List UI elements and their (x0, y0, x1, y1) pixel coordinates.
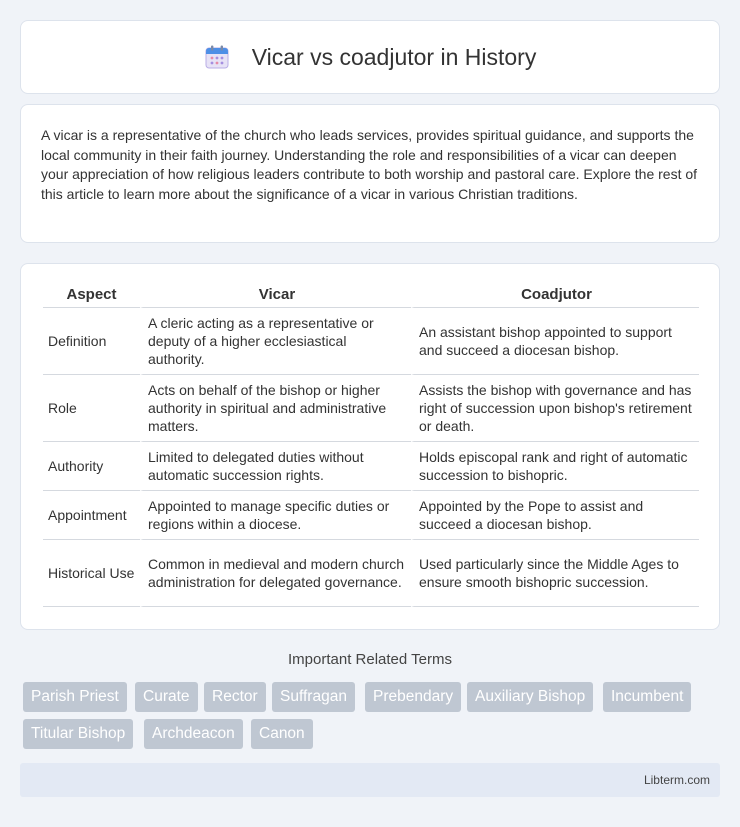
cell-vicar: A cleric acting as a representative or deputy of a higher ecclesiastical authority. (140, 308, 411, 375)
intro-text: A vicar is a representative of the church who leads services, provides spiritual guidance, and supports the local community in their faith journey. Understanding the role and responsibilities of a vicar can deepen your appreciation of how religious leaders contribute to both worship and pastoral care. Explore the rest of this article to learn more about the significance of a vicar in various Christian traditions. (41, 127, 698, 202)
cell-coadjutor: An assistant bishop appointed to support and succeed a diocesan bishop. (411, 308, 699, 375)
cell-aspect: Definition (43, 308, 140, 375)
cell-aspect: Historical Use (43, 540, 140, 607)
title-card (20, 20, 720, 94)
related-terms-title: Important Related Terms (288, 651, 452, 668)
cell-coadjutor: Appointed by the Pope to assist and succeed a diocesan bishop. (411, 491, 699, 540)
tag-auxiliary-bishop[interactable]: Auxiliary Bishop (467, 682, 593, 712)
footer (20, 763, 720, 797)
tag-suffragan[interactable]: Suffragan (272, 682, 355, 712)
cell-vicar: Limited to delegated duties without automatic succession rights. (140, 442, 411, 491)
calendar-icon (204, 44, 230, 70)
comparison-card (20, 263, 720, 630)
tag-canon[interactable]: Canon (251, 719, 313, 749)
table-row (43, 491, 699, 540)
tag-archdeacon[interactable]: Archdeacon (144, 719, 243, 749)
page-title: Vicar vs coadjutor in History (251, 43, 537, 70)
comparison-table (43, 284, 699, 607)
tag-prebendary[interactable]: Prebendary (365, 682, 461, 712)
table-row (43, 308, 699, 375)
footer-site-link[interactable]: Libterm.com (643, 773, 710, 787)
table-header-row (43, 284, 699, 308)
tag-incumbent[interactable]: Incumbent (603, 682, 691, 712)
table-row (43, 540, 699, 607)
cell-vicar: Acts on behalf of the bishop or higher authority in spiritual and administrative matters. (140, 375, 411, 442)
tag-titular-bishop[interactable]: Titular Bishop (23, 719, 133, 749)
cell-coadjutor: Holds episcopal rank and right of automatic succession to bishopric. (411, 442, 699, 491)
cell-coadjutor: Used particularly since the Middle Ages to ensure smooth bishopric succession. (411, 540, 699, 607)
tag-rector[interactable]: Rector (204, 682, 266, 712)
cell-vicar: Common in medieval and modern church administration for delegated governance. (140, 540, 411, 607)
header-aspect: Aspect (43, 284, 140, 308)
cell-aspect: Appointment (43, 491, 140, 540)
cell-vicar: Appointed to manage specific duties or regions within a diocese. (140, 491, 411, 540)
cell-coadjutor: Assists the bishop with governance and has right of succession upon bishop's retirement or death. (411, 375, 699, 442)
header-coadjutor: Coadjutor (411, 284, 699, 308)
tag-parish-priest[interactable]: Parish Priest (23, 682, 127, 712)
cell-aspect: Authority (43, 442, 140, 491)
table-row (43, 442, 699, 491)
tag-curate[interactable]: Curate (135, 682, 198, 712)
table-row (43, 375, 699, 442)
intro-card (20, 104, 720, 243)
header-vicar: Vicar (140, 284, 411, 308)
cell-aspect: Role (43, 375, 140, 442)
